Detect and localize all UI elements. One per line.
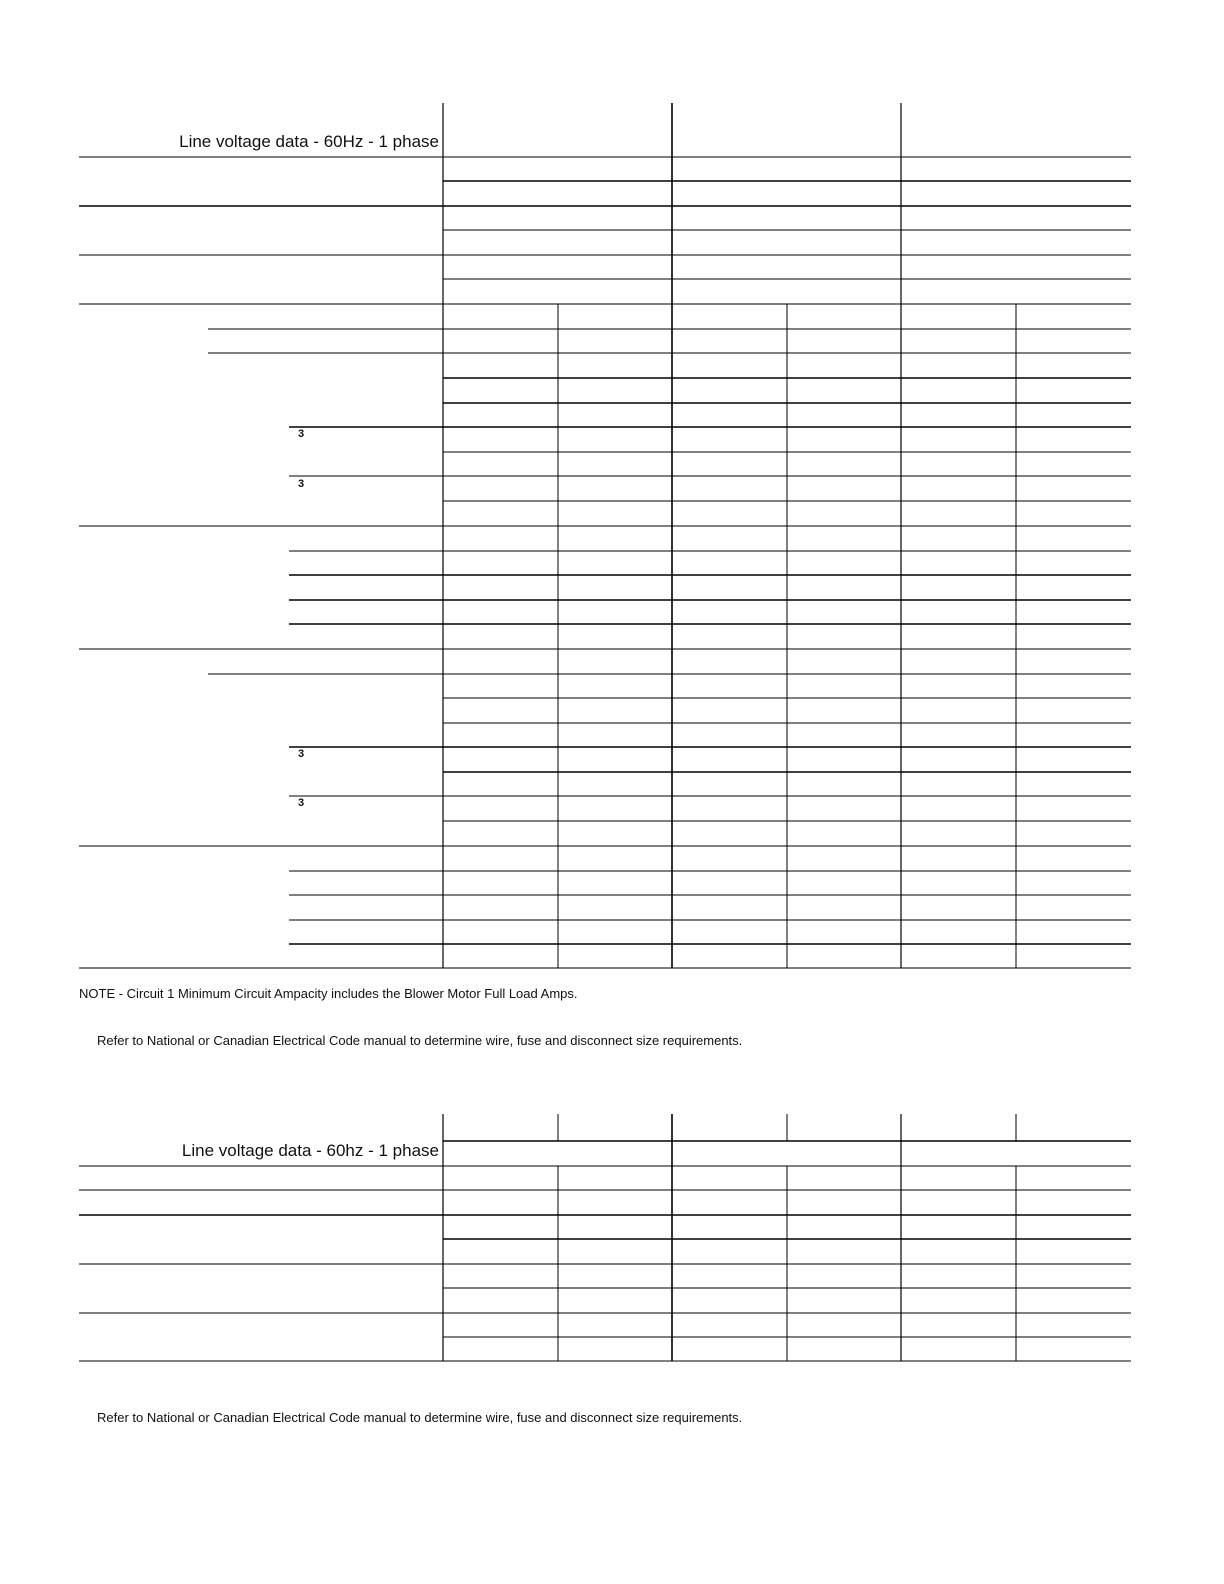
superscript-3: 3 <box>298 748 305 760</box>
table-1-title: Line voltage data - 60Hz - 1 phase <box>179 132 439 151</box>
refer-text: Refer to National or Canadian Electrical Code manual to determine wire, fuse and disconnect size requirements. <box>97 1410 743 1425</box>
superscript-3: 3 <box>298 797 305 809</box>
superscript-3: 3 <box>298 428 305 440</box>
refer-text: Refer to National or Canadian Electrical Code manual to determine wire, fuse and disconnect size requirements. <box>97 1033 743 1048</box>
table-2-title: Line voltage data - 60hz - 1 phase <box>181 1141 439 1160</box>
note-text: NOTE - Circuit 1 Minimum Circuit Ampacity includes the Blower Motor Full Load Amps. <box>79 986 578 1001</box>
table-1-grid <box>79 103 1131 968</box>
superscript-3: 3 <box>298 478 305 490</box>
